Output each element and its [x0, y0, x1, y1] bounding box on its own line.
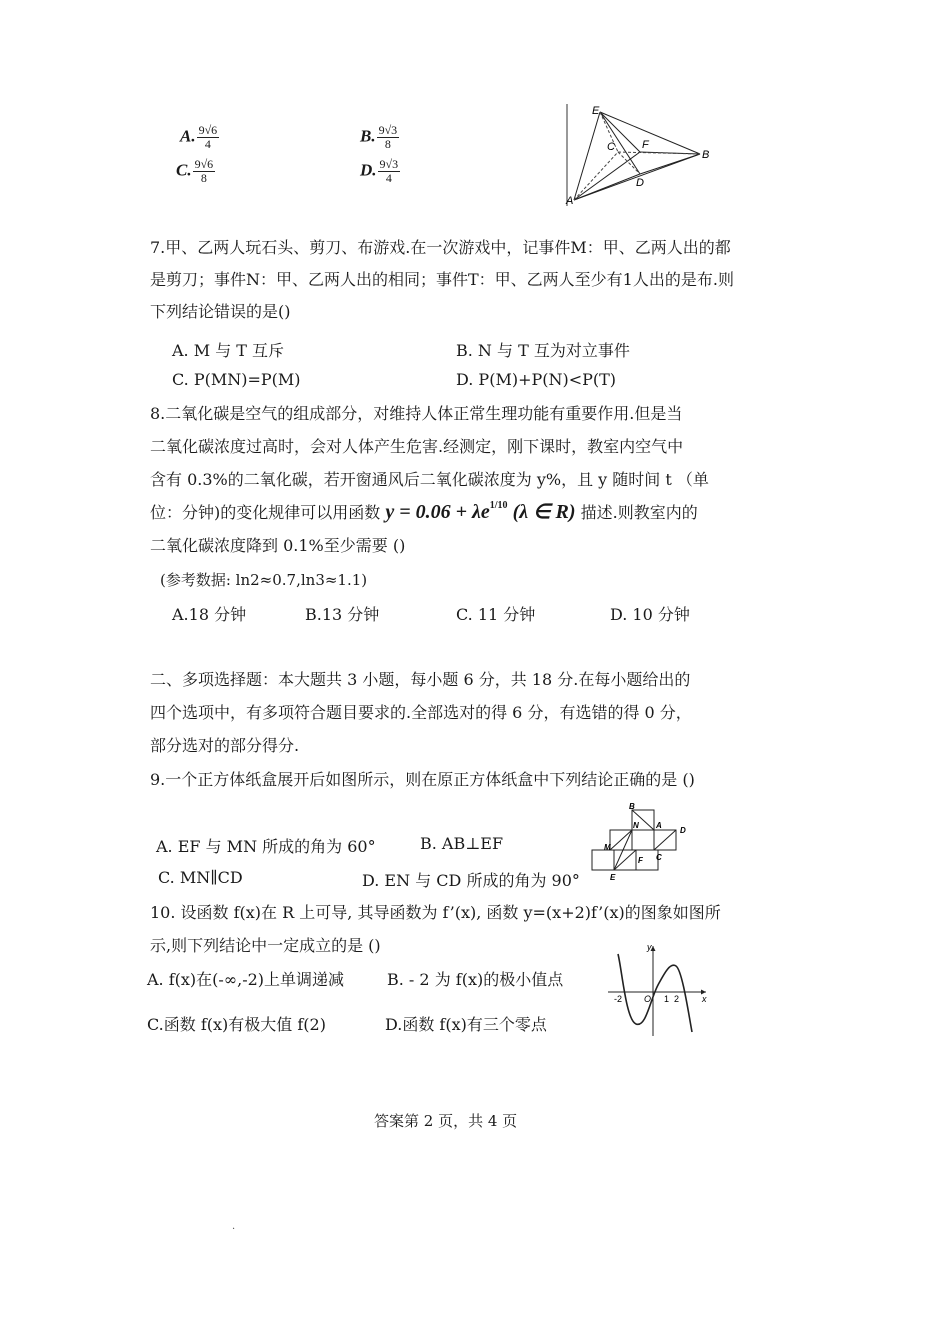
q6-option-c-numerator: 9√6 [194, 157, 214, 171]
q10-line-2: 示,则下列结论中一定成立的是 () [150, 936, 381, 955]
q6-label-a: A [566, 195, 574, 207]
q10-line-1: 10. 设函数 f(x)在 R 上可导, 其导函数为 f’(x), 函数 y=(x+2)f’(x)的图象如图所 [150, 903, 721, 922]
q6-option-a-denominator: 4 [204, 137, 211, 151]
q7-line-2: 是剪刀；事件N：甲、乙两人出的相同；事件T：甲、乙两人至少有1人出的是布.则 [150, 270, 734, 289]
q9-net-square-row3-a [592, 850, 614, 870]
q6-label-b: B [702, 149, 710, 161]
q10-option-d: D.函数 f(x)有三个零点 [385, 1015, 547, 1034]
q8-option-d: D. 10 分钟 [610, 605, 690, 624]
q9-label-b: B [629, 802, 635, 811]
q8-line-2: 二氧化碳浓度过高时，会对人体产生危害.经测定，刚下课时，教室内空气中 [150, 437, 684, 456]
q9-net-square-row2-b [632, 830, 654, 850]
q10-label-1: 1 [664, 994, 670, 1004]
q8-formula-exponent: 1/10 [489, 500, 508, 511]
q7-option-c: C. P(MN)=P(M) [172, 370, 301, 389]
q6-pyramid-figure [560, 100, 720, 210]
q8-line-4 [150, 502, 698, 526]
q6-dashed-cd [618, 152, 640, 174]
q6-option-a [180, 124, 219, 151]
q9-label-a: A [656, 821, 662, 830]
q9-option-c: C. MN∥CD [158, 868, 243, 887]
q8-line-3: 含有 0.3%的二氧化碳，若开窗通风后二氧化碳浓度为 y%，且 y 随时间 t （单 [150, 470, 709, 489]
q9-label-n: N [633, 821, 639, 830]
q9-label-m: M [604, 843, 611, 852]
q6-option-d-label: D. [360, 160, 377, 180]
q8-formula [385, 501, 575, 523]
q6-label-f: F [642, 139, 649, 151]
q6-option-c [176, 158, 215, 185]
q6-label-e: E [592, 105, 600, 117]
q6-option-c-label: C. [176, 160, 192, 180]
q7-option-b: B. N 与 T 互为对立事件 [456, 341, 630, 360]
q10-option-b: B. - 2 为 f(x)的极小值点 [387, 970, 564, 989]
q9-stem: 9.一个正方体纸盒展开后如图所示，则在原正方体纸盒中下列结论正确的是 () [150, 770, 695, 789]
q6-edge-eb [600, 112, 700, 154]
stray-dot: · [232, 1224, 236, 1235]
q8-line-1: 8.二氧化碳是空气的组成部分，对维持人体正常生理功能有重要作用.但是当 [150, 404, 683, 423]
q10-derivative-graph [606, 940, 712, 1038]
q9-net-diagonal-ef [614, 850, 636, 870]
section2-line-2: 四个选项中，有多项符合题目要求的.全部选对的得 6 分，有选错的得 0 分， [150, 703, 692, 722]
q9-label-c: C [656, 853, 662, 862]
q9-cube-net-figure [588, 800, 698, 886]
q6-edge-af [574, 152, 640, 200]
section2-line-3: 部分选对的部分得分. [150, 736, 300, 755]
q7-option-a: A. M 与 T 互斥 [172, 341, 285, 360]
q6-option-d [360, 158, 400, 185]
q6-option-b [360, 124, 399, 151]
q8-formula-main: y = 0.06 + λe [385, 501, 490, 523]
q8-line-4-pre: 位：分钟)的变化规律可以用函数 [150, 503, 381, 522]
q9-label-f: F [638, 856, 643, 865]
q8-formula-tail: (λ ∈ R) [512, 501, 576, 523]
q7-line-1: 7.甲、乙两人玩石头、剪刀、布游戏.在一次游戏中，记事件M：甲、乙两人出的都 [150, 238, 731, 257]
page-footer: 答案第 2 页，共 4 页 [374, 1112, 518, 1130]
q9-net-diagonal-mn [610, 830, 632, 850]
q8-reference-data: (参考数据: ln2≈0.7,ln3≈1.1) [160, 571, 368, 589]
q8-line-5: 二氧化碳浓度降到 0.1%至少需要 () [150, 536, 406, 555]
q6-edge-db [640, 154, 700, 174]
q6-option-d-numerator: 9√3 [379, 157, 399, 171]
q10-label-y: y [647, 942, 652, 952]
q6-option-b-label: B. [360, 126, 376, 146]
q9-option-a: A. EF 与 MN 所成的角为 60° [156, 837, 376, 856]
q6-edge-ef [600, 112, 640, 152]
q10-curve [618, 954, 692, 1032]
q10-label-neg2: -2 [614, 994, 623, 1004]
q9-label-d: D [680, 826, 686, 835]
q6-option-d-denominator: 4 [385, 171, 392, 185]
q6-option-c-denominator: 8 [200, 171, 207, 185]
q10-option-a: A. f(x)在(-∞,-2)上单调递减 [147, 970, 345, 989]
q8-option-b: B.13 分钟 [305, 605, 380, 624]
q6-edge-ad [574, 174, 640, 200]
q9-option-b: B. AB⊥EF [420, 834, 504, 853]
q10-option-c: C.函数 f(x)有极大值 f(2) [147, 1015, 326, 1034]
q6-label-d: D [636, 177, 644, 189]
q9-label-e: E [610, 873, 616, 882]
q6-option-a-label: A. [180, 126, 196, 146]
q8-option-c: C. 11 分钟 [456, 605, 536, 624]
q6-label-c: C [607, 141, 615, 153]
q6-option-b-numerator: 9√3 [378, 123, 398, 137]
q6-option-b-denominator: 8 [384, 137, 391, 151]
q7-line-3: 下列结论错误的是() [150, 302, 291, 321]
q10-label-origin: O [644, 994, 652, 1004]
q6-option-a-numerator: 9√6 [198, 123, 218, 137]
q7-option-d: D. P(M)+P(N)<P(T) [456, 370, 617, 389]
q10-label-2: 2 [674, 994, 680, 1004]
q8-option-a: A.18 分钟 [172, 605, 247, 624]
section2-line-1: 二、多项选择题：本大题共 3 小题，每小题 6 分，共 18 分.在每小题给出的 [150, 670, 691, 689]
q9-net-diagonal-cd [654, 830, 676, 850]
q10-label-x: x [702, 994, 707, 1004]
q8-line-4-post: 描述.则教室内的 [580, 503, 698, 522]
q9-option-d: D. EN 与 CD 所成的角为 90° [362, 871, 580, 890]
q6-edge-ea [574, 112, 600, 200]
